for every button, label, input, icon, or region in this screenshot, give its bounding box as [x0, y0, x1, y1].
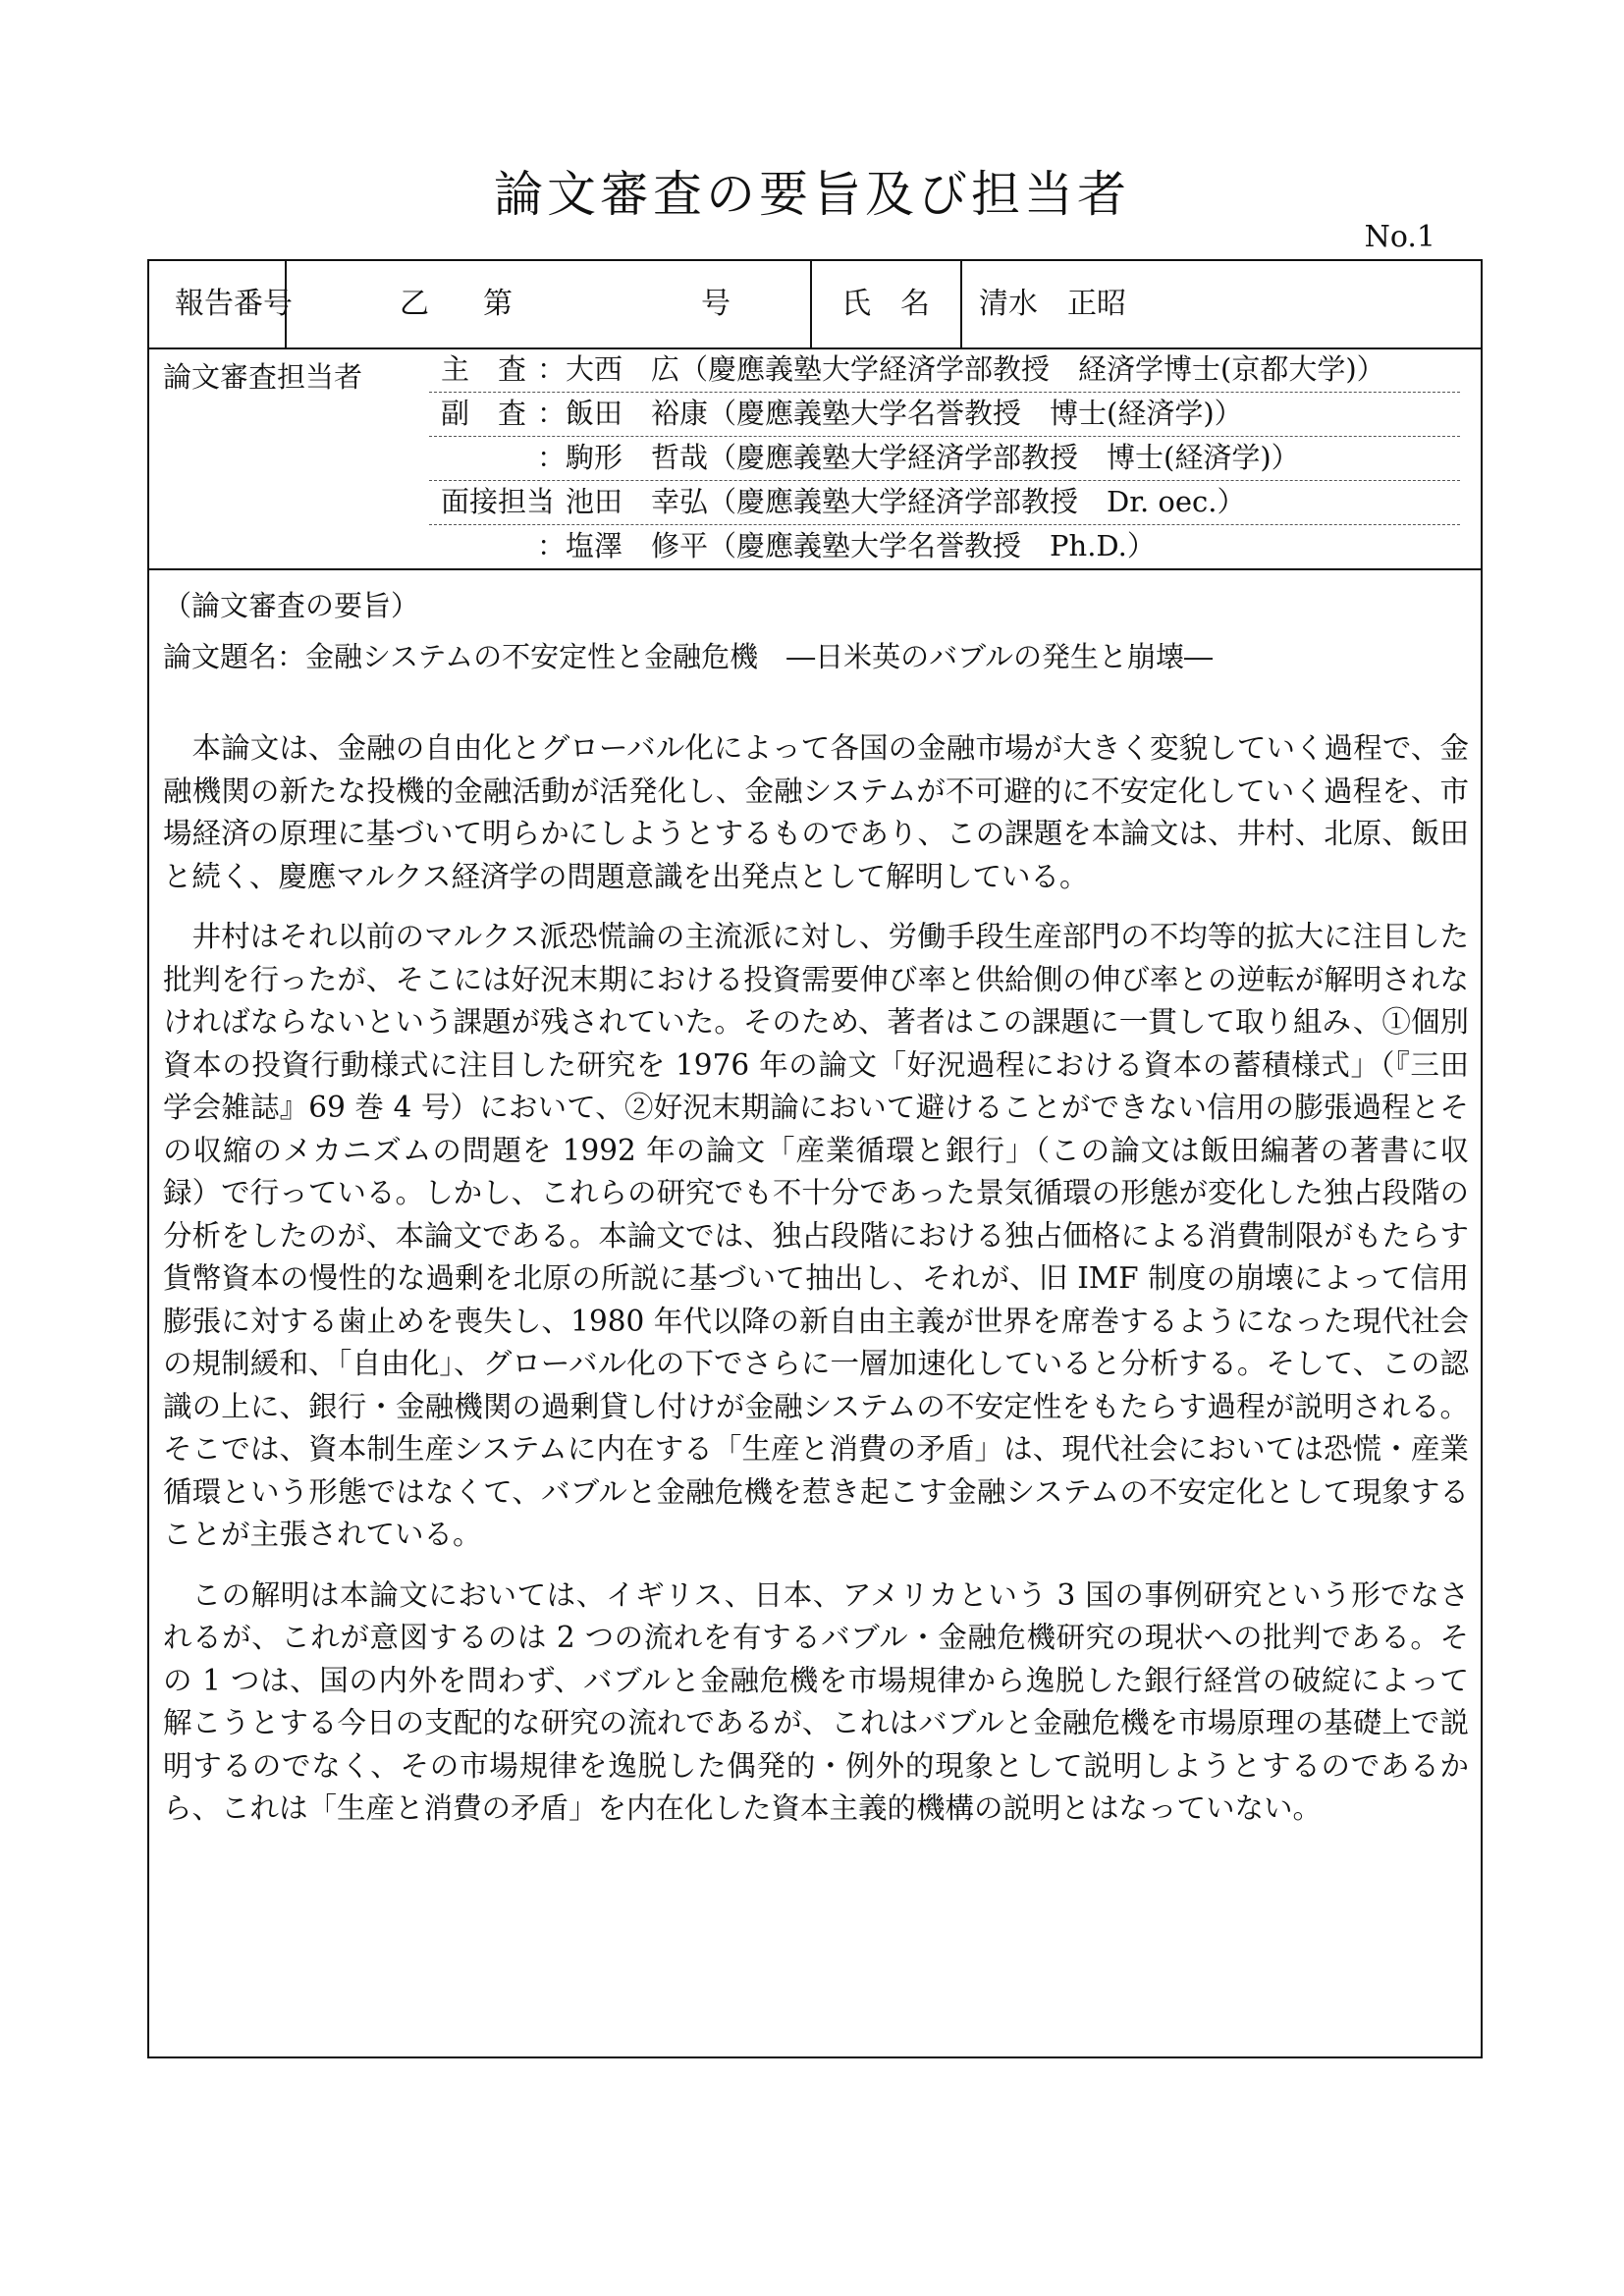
reviewer-affiliation: （慶應義塾大学経済学部教授 博士(経済学)） [708, 441, 1300, 474]
summary-paragraph: 井村はそれ以前のマルクス派恐慌論の主流派に対し、労働手段生産部門の不均等的拡大に注目した批判を行ったが、そこには好況末期における投資需要伸び率と供給側の伸び率との逆転が解明されなければならないという課題が残されていた。そのため、著者はこの課題に一貫して取り組み、①個別資本の投資行動様式に注目した研究を 1976 年の論文「好況過程における資本の蓄積様式」（『三田学会雑誌』69 巻 4 号）において、②好況末期論において避けることができない信用の膨張過程とその収縮のメカニズムの問題を 1992 年の論文「産業循環と銀行」（この論文は飯田編著の著書に収録）で行っている。しかし、これらの研究でも不十分であった景気循環の形態が変化した独占段階の分析をしたのが、本論文である。本論文では、独占段階における独占価格による消費制限がもたらす貨幣資本の慢性的な過剰を北原の所説に基づいて抽出し、それが、旧 IMF 制度の崩壊によって信用膨張に対する歯止めを喪失し、1980 年代以降の新自由主義が世界を席巻するようになった現代社会の規制緩和、「自由化」、グローバル化の下でさらに一層加速化していると分析する。そして、この認識の上に、銀行・金融機関の過剰貸し付けが金融システムの不安定性をもたらす過程が説明される。そこでは、資本制生産システムに内在する「生産と消費の矛盾」は、現代社会においては恐慌・産業循環という形態ではなくて、バブルと金融危機を惹き起こす金融システムの不安定化として現象することが主張されている。 [163, 920, 1469, 1551]
divider [285, 261, 287, 347]
document-number: No.1 [1364, 220, 1435, 254]
review-form [147, 259, 1483, 2058]
report-number-dai: 第 [483, 287, 513, 321]
reviewer-name: ：駒形 哲哉（慶應義塾大学経済学部教授 博士(経済学)） [537, 441, 1300, 474]
reviewer-name: ：大西 広（慶應義塾大学経済学部教授 経済学博士(京都大学)） [537, 352, 1385, 386]
reviewer-row [429, 347, 1460, 393]
reviewer-affiliation: （慶應義塾大学経済学部教授 経済学博士(京都大学)） [679, 352, 1385, 386]
document-title: 論文審査の要旨及び担当者 [494, 166, 1130, 223]
reviewer-row [429, 524, 1460, 568]
summary-heading: （論文審査の要旨） [163, 589, 420, 622]
header-row [149, 261, 1481, 349]
reviewer-affiliation: （慶應義塾大学名誉教授 Ph.D.） [708, 529, 1156, 562]
reviewer-row [429, 480, 1460, 525]
reviewer-name: ：塩澤 修平（慶應義塾大学名誉教授 Ph.D.） [537, 529, 1156, 562]
reviewer-row [429, 436, 1460, 481]
summary-paragraph: この解明は本論文においては、イギリス、日本、アメリカという 3 国の事例研究という形でなされるが、これが意図するのは 2 つの流れを有するバブル・金融危機研究の現状への批判である。その 1 つは、国の内外を問わず、バブルと金融危機を市場規律から逸脱した銀行経営の破綻によって解こうとする今日の支配的な研究の流れであるが、これはバブルと金融危機を市場原理の基礎上で説明するのでなく、その市場規律を逸脱した偶発的・例外的現象として説明しようとするのであるから、これは「生産と消費の矛盾」を内在化した資本主義的機構の説明とはなっていない。 [163, 1577, 1470, 1825]
summary-body [163, 727, 1469, 1848]
reviewers-label: 論文審査担当者 [163, 360, 363, 394]
divider [810, 261, 812, 347]
divider [960, 261, 962, 347]
reviewer-role: 副 査 [441, 397, 527, 430]
report-number-otsu: 乙 [400, 287, 429, 321]
thesis-title: 論文題名：金融システムの不安定性と金融危機 ―日米英のバブルの発生と崩壊― [163, 640, 1213, 673]
summary-paragraph: 本論文は、金融の自由化とグローバル化によって各国の金融市場が大きく変貌していく過程で、金融機関の新たな投機的金融活動が活発化し、金融システムが不可避的に不安定化していく過程を、市場経済の原理に基づいて明らかにしようとするものであり、この課題を本論文は、井村、北原、飯田と続く、慶應マルクス経済学の問題意識を出発点として解明している。 [163, 731, 1469, 893]
name-label: 氏 名 [841, 287, 930, 321]
report-number-label: 報告番号 [175, 287, 293, 321]
reviewer-name: ：池田 幸弘（慶應義塾大学経済学部教授 Dr. oec.） [537, 485, 1246, 518]
candidate-name: 清水 正昭 [979, 287, 1126, 321]
reviewer-affiliation: （慶應義塾大学名誉教授 博士(経済学)） [708, 397, 1243, 430]
report-number-go: 号 [701, 287, 731, 321]
reviewer-name: ：飯田 裕康（慶應義塾大学名誉教授 博士(経済学)） [537, 397, 1243, 430]
reviewer-role: 主 査 [441, 352, 527, 386]
reviewer-row [429, 392, 1460, 437]
reviewer-role: 面接担当 [441, 485, 556, 518]
reviewer-affiliation: （慶應義塾大学経済学部教授 Dr. oec.） [708, 485, 1246, 518]
reviewers-section [149, 347, 1481, 570]
